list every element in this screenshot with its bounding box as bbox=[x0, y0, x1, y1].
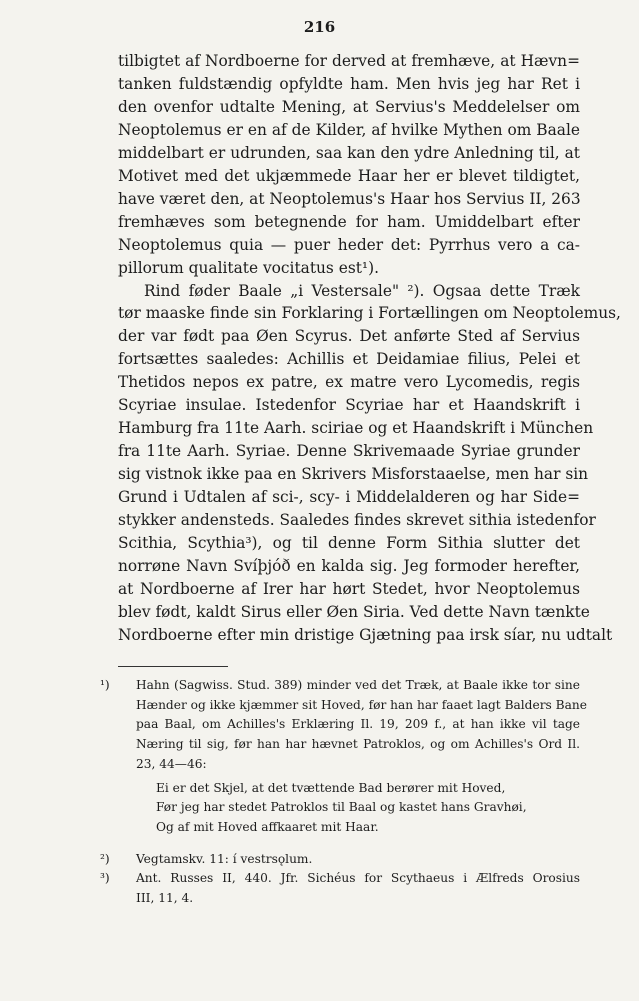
text-line: tilbigtet af Nordboerne for derved at fremhæve, at Hævn= bbox=[118, 52, 580, 70]
text-line: Hamburg fra 11te Aarh. sciriae og et Haandskrift i München bbox=[118, 419, 594, 438]
body-text bbox=[118, 50, 621, 647]
text-line: den ovenfor udtalte Mening, at Servius's Meddelelser om bbox=[118, 97, 580, 116]
text-line: have været den, at Neoptolemus's Haar hos Servius II, 263 bbox=[118, 189, 581, 208]
text-line: sig vistnok ikke paa en Skrivers Misforstaaelse, men har sin bbox=[118, 465, 589, 484]
footnote-marker: ³) bbox=[100, 871, 110, 886]
footnote-line bbox=[100, 850, 580, 870]
footnote-line bbox=[100, 676, 580, 696]
footnote-line bbox=[100, 869, 580, 889]
footnote-2 bbox=[100, 850, 580, 870]
footnote-text: Hahn (Sagwiss. Stud. 389) minder ved det Træk, at Baale ikke tor sine bbox=[136, 678, 580, 692]
footnote-marker: ²) bbox=[100, 851, 110, 866]
text-line: Motivet med det ukjæmmede Haar her er blevet tildigtet, bbox=[118, 166, 580, 185]
verse-line: Før jeg har stedet Patroklos til Baal og kastet hans Gravhøi, bbox=[156, 800, 527, 815]
text-line: fremhæves som betegnende for ham. Umiddelbart efter bbox=[118, 212, 580, 231]
text-line: fra 11te Aarh. Syriae. Denne Skrivemaade Syriae grunder bbox=[118, 442, 580, 461]
footnote-verse bbox=[118, 779, 580, 838]
text-line: pillorum qualitate vocitatus est¹). bbox=[118, 258, 379, 277]
text-line: tør maaske finde sin Forklaring i Fortællingen om Neoptolemus, bbox=[118, 304, 621, 323]
text-line: norrøne Navn Svíþjóð en kalda sig. Jeg formoder herefter, bbox=[118, 556, 580, 575]
text-line: Neoptolemus quia — puer heder det: Pyrrhus vero a ca- bbox=[118, 235, 580, 254]
footnote-1 bbox=[100, 676, 587, 838]
text-line: Scyriae insulae. Istedenfor Scyriae har et Haandskrift i bbox=[118, 396, 580, 415]
text-line: tanken fuldstændig opfyldte ham. Men hvis jeg har Ret i bbox=[118, 74, 580, 93]
page-number: 216 bbox=[303, 18, 336, 36]
footnote-line: Næring til sig, før han har hævnet Patroklos, og om Achilles's Ord Il. bbox=[136, 737, 580, 752]
text-line: Rind føder Baale „i Vestersale" ²). Ogsaa dette Træk bbox=[144, 281, 580, 300]
footnote-text: Ant. Russes II, 440. Jfr. Sichéus for Scythaeus i Ælfreds Orosius bbox=[136, 871, 580, 886]
footnote-line: paa Baal, om Achilles's Erklæring Il. 19, 209 f., at han ikke vil tage bbox=[136, 717, 580, 732]
footnote-line: 23, 44—46: bbox=[136, 756, 207, 771]
text-line: fortsættes saaledes: Achillis et Deidamiae filius, Pelei et bbox=[118, 350, 580, 369]
text-line: middelbart er udrunden, saa kan den ydre Anledning til, at bbox=[118, 143, 580, 162]
text-line: der var født paa Øen Scyrus. Det anførte Sted af Servius bbox=[118, 327, 580, 346]
text-line: Thetidos nepos ex patre, ex matre vero Lycomedis, regis bbox=[118, 373, 580, 392]
footnotes bbox=[100, 676, 587, 909]
footnote-marker: ¹) bbox=[100, 678, 110, 692]
text-line: Neoptolemus er en af de Kilder, af hvilke Mythen om Baale bbox=[118, 120, 580, 139]
text-line: blev født, kaldt Sirus eller Øen Siria. Ved dette Navn tænkte bbox=[118, 602, 590, 621]
text-line: Scithia, Scythia³), og til denne Form Sithia slutter det bbox=[118, 534, 580, 553]
verse-line: Ei er det Skjel, at det tvættende Bad berører mit Hoved, bbox=[156, 780, 506, 795]
footnote-text: Vegtamskv. 11: í vestrsǫlum. bbox=[136, 851, 313, 866]
text-line: Grund i Udtalen af sci-, scy- i Middelalderen og har Side= bbox=[118, 488, 580, 507]
footnote-divider bbox=[118, 666, 228, 667]
verse-line: Og af mit Hoved affkaaret mit Haar. bbox=[156, 819, 379, 834]
text-line: Nordboerne efter min dristige Gjætning paa irsk síar, nu udtalt bbox=[118, 625, 613, 644]
text-line: stykker andensteds. Saaledes findes skrevet sithia istedenfor bbox=[118, 511, 596, 530]
footnote-3 bbox=[100, 869, 580, 908]
footnote-line: III, 11, 4. bbox=[136, 891, 194, 906]
footnote-line: Hænder og ikke kjæmmer sit Hoved, før han har faaet lagt Balders Bane bbox=[136, 697, 587, 712]
text-line: at Nordboerne af Irer har hørt Stedet, hvor Neoptolemus bbox=[118, 579, 580, 598]
